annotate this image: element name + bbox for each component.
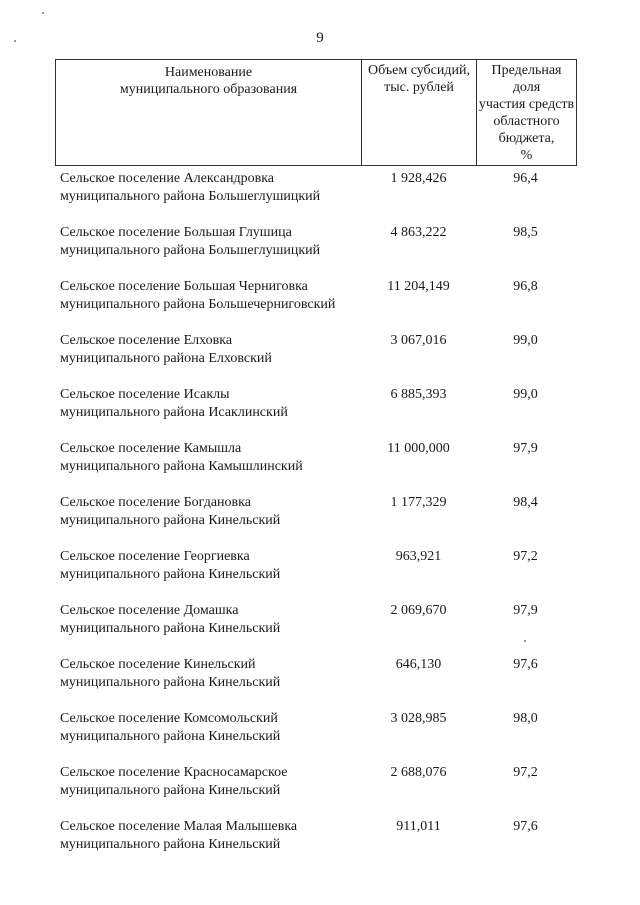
settlement-line: Сельское поселение Камышла	[60, 441, 242, 456]
settlement-line: Сельское поселение Малая Малышевка	[60, 819, 298, 834]
district-line: муниципального района Кинельский	[60, 729, 281, 744]
subsidy-amount: 11 204,149	[387, 279, 450, 294]
subsidy-amount: 6 885,393	[390, 387, 447, 402]
subsidy-amount: 3 067,016	[390, 333, 447, 348]
table-row	[0, 278, 640, 332]
table-row	[0, 764, 640, 818]
header-name-column	[56, 60, 362, 165]
district-line: муниципального района Кинельский	[60, 783, 281, 798]
table-header	[55, 59, 577, 166]
settlement-line: Сельское поселение Красносамарское	[60, 765, 288, 780]
scan-speck	[524, 640, 526, 642]
budget-share: 96,8	[513, 279, 538, 294]
district-line: муниципального района Кинельский	[60, 621, 281, 636]
header-name-line: муниципального образования	[119, 82, 298, 97]
scan-speck	[14, 40, 16, 42]
table-row	[0, 548, 640, 602]
header-share-line: %	[520, 148, 533, 163]
subsidy-amount: 1 928,426	[390, 171, 447, 186]
table-row	[0, 818, 640, 872]
header-share-line: доля	[512, 80, 541, 95]
settlement-line: Сельское поселение Богдановка	[60, 495, 251, 510]
settlement-line: Сельское поселение Комсомольский	[60, 711, 278, 726]
municipality-name	[60, 710, 370, 746]
budget-share: 99,0	[513, 333, 538, 348]
settlement-line: Сельское поселение Домашка	[60, 603, 239, 618]
table-row	[0, 602, 640, 656]
subsidy-amount: 963,921	[395, 549, 442, 564]
header-share-line: Предельная	[491, 63, 562, 78]
table-row	[0, 170, 640, 224]
municipality-name	[60, 278, 370, 314]
header-share-column	[477, 60, 576, 165]
district-line: муниципального района Кинельский	[60, 513, 281, 528]
district-line: муниципального района Большечерниговский	[60, 297, 336, 312]
budget-share: 98,0	[513, 711, 538, 726]
table-row	[0, 710, 640, 764]
settlement-line: Сельское поселение Кинельский	[60, 657, 256, 672]
district-line: муниципального района Большеглушицкий	[60, 243, 321, 258]
budget-share: 97,2	[513, 549, 538, 564]
subsidy-amount: 911,011	[396, 819, 441, 834]
header-share-line: участия средств	[478, 97, 575, 112]
municipality-name	[60, 656, 370, 692]
subsidy-amount: 11 000,000	[387, 441, 450, 456]
district-line: муниципального района Кинельский	[60, 567, 281, 582]
settlement-line: Сельское поселение Елховка	[60, 333, 233, 348]
subsidy-amount: 646,130	[395, 657, 442, 672]
district-line: муниципального района Большеглушицкий	[60, 189, 321, 204]
table-row	[0, 224, 640, 278]
budget-share: 97,6	[513, 657, 538, 672]
budget-share: 97,2	[513, 765, 538, 780]
municipality-name	[60, 332, 370, 368]
table-row	[0, 440, 640, 494]
municipality-name	[60, 602, 370, 638]
header-amount-line: тыс. рублей	[384, 80, 454, 95]
settlement-line: Сельское поселение Большая Глушица	[60, 225, 292, 240]
municipality-name	[60, 224, 370, 260]
municipality-name	[60, 386, 370, 422]
subsidy-amount: 1 177,329	[390, 495, 447, 510]
header-amount-column	[362, 60, 477, 165]
page-number: 9	[316, 30, 324, 46]
table-row	[0, 332, 640, 386]
budget-share: 98,4	[513, 495, 538, 510]
budget-share: 99,0	[513, 387, 538, 402]
subsidy-amount: 4 863,222	[390, 225, 447, 240]
settlement-line: Сельское поселение Большая Черниговка	[60, 279, 308, 294]
settlement-line: Сельское поселение Александровка	[60, 171, 275, 186]
district-line: муниципального района Кинельский	[60, 675, 281, 690]
header-name-line: Наименование	[164, 65, 253, 80]
budget-share: 97,6	[513, 819, 538, 834]
subsidy-amount: 2 688,076	[390, 765, 447, 780]
budget-share: 96,4	[513, 171, 538, 186]
table-row	[0, 386, 640, 440]
municipality-name	[60, 440, 370, 476]
district-line: муниципального района Елховский	[60, 351, 272, 366]
district-line: муниципального района Кинельский	[60, 837, 281, 852]
municipality-name	[60, 764, 370, 800]
scan-speck	[42, 12, 44, 14]
district-line: муниципального района Исаклинский	[60, 405, 288, 420]
budget-share: 97,9	[513, 603, 538, 618]
municipality-name	[60, 170, 370, 206]
header-share-line: областного	[493, 114, 560, 129]
municipality-name	[60, 548, 370, 584]
municipality-name	[60, 494, 370, 530]
municipality-name	[60, 818, 370, 854]
table-row	[0, 656, 640, 710]
budget-share: 97,9	[513, 441, 538, 456]
settlement-line: Сельское поселение Исаклы	[60, 387, 230, 402]
table-body	[0, 170, 640, 872]
subsidy-amount: 3 028,985	[390, 711, 447, 726]
header-share-line: бюджета,	[498, 131, 555, 146]
budget-share: 98,5	[513, 225, 538, 240]
subsidy-amount: 2 069,670	[390, 603, 447, 618]
settlement-line: Сельское поселение Георгиевка	[60, 549, 250, 564]
district-line: муниципального района Камышлинский	[60, 459, 303, 474]
header-amount-line: Объем субсидий,	[368, 63, 470, 78]
table-row	[0, 494, 640, 548]
